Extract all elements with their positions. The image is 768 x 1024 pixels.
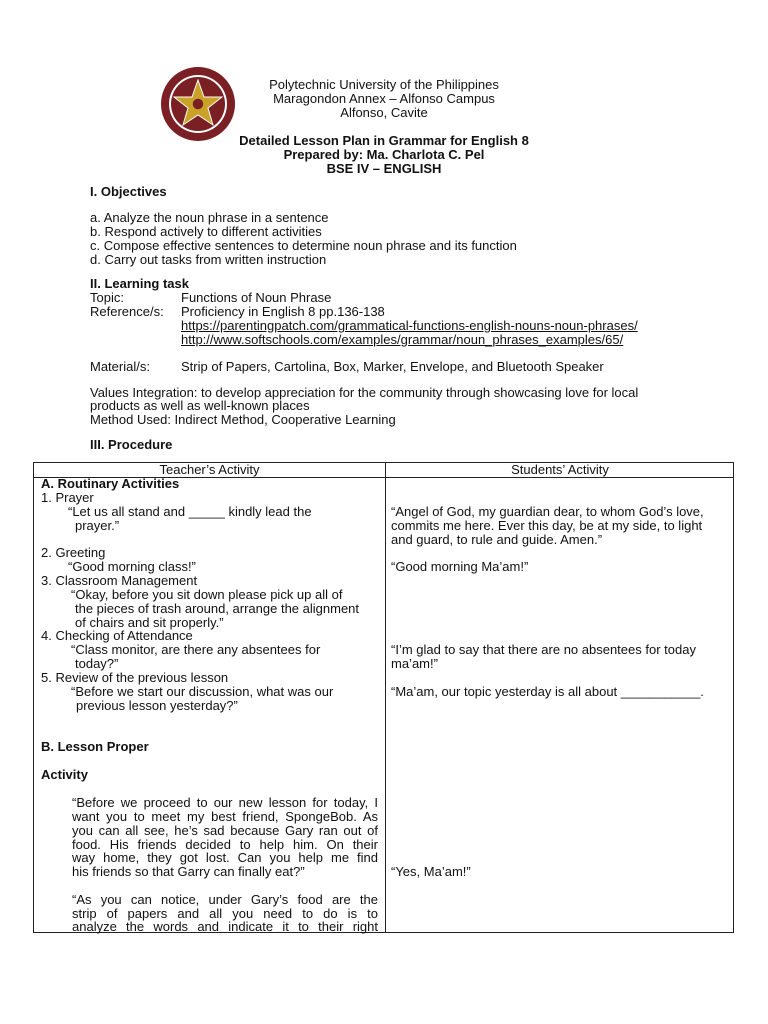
values-integration: Values Integration: to develop appreciation for the community through showcasing love for local <box>90 385 639 400</box>
table-column-divider <box>385 463 386 932</box>
activity-paragraph-line: way home, they got lost. Can you help me find <box>72 850 378 865</box>
activity-heading: Activity <box>41 767 88 782</box>
reference-value: Proficiency in English 8 pp.136-138 <box>181 304 385 319</box>
students-activity-header: Students’ Activity <box>511 462 609 477</box>
document-title: Detailed Lesson Plan in Grammar for English 8 <box>239 133 529 148</box>
classroom-teacher-line: the pieces of trash around, arrange the alignment <box>75 601 360 616</box>
classroom-teacher-line: of chairs and sit properly.” <box>75 615 224 630</box>
greeting-label: 2. Greeting <box>41 545 106 560</box>
activity-paragraph-line: you can all see, he’s sad because Gary ran out of <box>72 823 378 838</box>
activity-paragraph-line: his friends so that Garry can finally eat?” <box>72 864 305 879</box>
objective-item: a. Analyze the noun phrase in a sentence <box>90 210 329 225</box>
attendance-label: 4. Checking of Attendance <box>41 628 193 643</box>
course-section: BSE IV – ENGLISH <box>326 161 442 176</box>
prayer-student-line: “Angel of God, my guardian dear, to whom God’s love, <box>391 504 704 519</box>
topic-value: Functions of Noun Phrase <box>181 290 332 305</box>
prayer-student-line: commits me here. Ever this day, be at my side, to light <box>391 518 703 533</box>
review-teacher-line: previous lesson yesterday?” <box>76 698 238 713</box>
activity-paragraph-line: strip of papers and all you need to do is to <box>72 906 378 921</box>
objective-item: c. Compose effective sentences to determine noun phrase and its function <box>90 238 517 253</box>
procedure-table <box>33 462 734 933</box>
lesson-proper-heading: B. Lesson Proper <box>41 739 149 754</box>
method-used: Method Used: Indirect Method, Cooperative Learning <box>90 412 396 427</box>
objective-item: b. Respond actively to different activities <box>90 224 322 239</box>
attendance-teacher-line: “Class monitor, are there any absentees for <box>71 642 321 657</box>
review-teacher-line: “Before we start our discussion, what was our <box>71 684 334 699</box>
prayer-teacher-line: prayer.” <box>75 518 120 533</box>
greeting-teacher: “Good morning class!” <box>68 559 196 574</box>
reference-link[interactable]: http://www.softschools.com/examples/grammar/noun_phrases_examples/65/ <box>181 332 624 347</box>
attendance-teacher-line: today?” <box>75 656 119 671</box>
institution-line-3: Alfonso, Cavite <box>340 105 428 120</box>
attendance-student-line: “I’m glad to say that there are no absentees for today <box>391 642 696 657</box>
procedure-heading: III. Procedure <box>90 437 173 452</box>
prayer-label: 1. Prayer <box>41 490 94 505</box>
values-integration-cont: products as well as well-known places <box>90 398 310 413</box>
classroom-label: 3. Classroom Management <box>41 573 198 588</box>
activity-paragraph-line: want you to meet my best friend, SpongeBob. As <box>72 809 378 824</box>
objectives-heading: I. Objectives <box>90 184 167 199</box>
review-student: “Ma’am, our topic yesterday is all about ___________. <box>391 684 704 699</box>
activity-paragraph-line: “Before we proceed to our new lesson for today, I <box>72 795 378 810</box>
activity-paragraph-line: analyze the words and indicate it to their right <box>72 919 378 934</box>
prepared-by: Prepared by: Ma. Charlota C. Pel <box>283 147 485 162</box>
activity-paragraph-line: food. His friends decided to help him. On their <box>72 837 378 852</box>
activity-student: “Yes, Ma’am!” <box>391 864 471 879</box>
prayer-student-line: and guard, to rule and guide. Amen.” <box>391 532 603 547</box>
learning-task-heading: II. Learning task <box>90 276 189 291</box>
teacher-activity-header: Teacher’s Activity <box>159 462 260 477</box>
materials-label: Material/s: <box>90 359 150 374</box>
reference-label: Reference/s: <box>90 304 164 319</box>
topic-label: Topic: <box>90 290 124 305</box>
activity-paragraph-line: “As you can notice, under Gary’s food are the <box>72 892 378 907</box>
classroom-teacher-line: “Okay, before you sit down please pick up all of <box>71 587 343 602</box>
reference-link[interactable]: https://parentingpatch.com/grammatical-functions-english-nouns-noun-phrases/ <box>181 318 638 333</box>
attendance-student-line: ma’am!” <box>391 656 438 671</box>
materials-value: Strip of Papers, Cartolina, Box, Marker, Envelope, and Bluetooth Speaker <box>181 359 604 374</box>
institution-line-2: Maragondon Annex – Alfonso Campus <box>273 91 495 106</box>
routinary-heading: A. Routinary Activities <box>41 476 180 491</box>
prayer-teacher-line: “Let us all stand and _____ kindly lead the <box>68 504 312 519</box>
objective-item: d. Carry out tasks from written instruction <box>90 252 327 267</box>
greeting-student: “Good morning Ma’am!” <box>391 559 529 574</box>
institution-line-1: Polytechnic University of the Philippines <box>269 77 499 92</box>
review-label: 5. Review of the previous lesson <box>41 670 229 685</box>
